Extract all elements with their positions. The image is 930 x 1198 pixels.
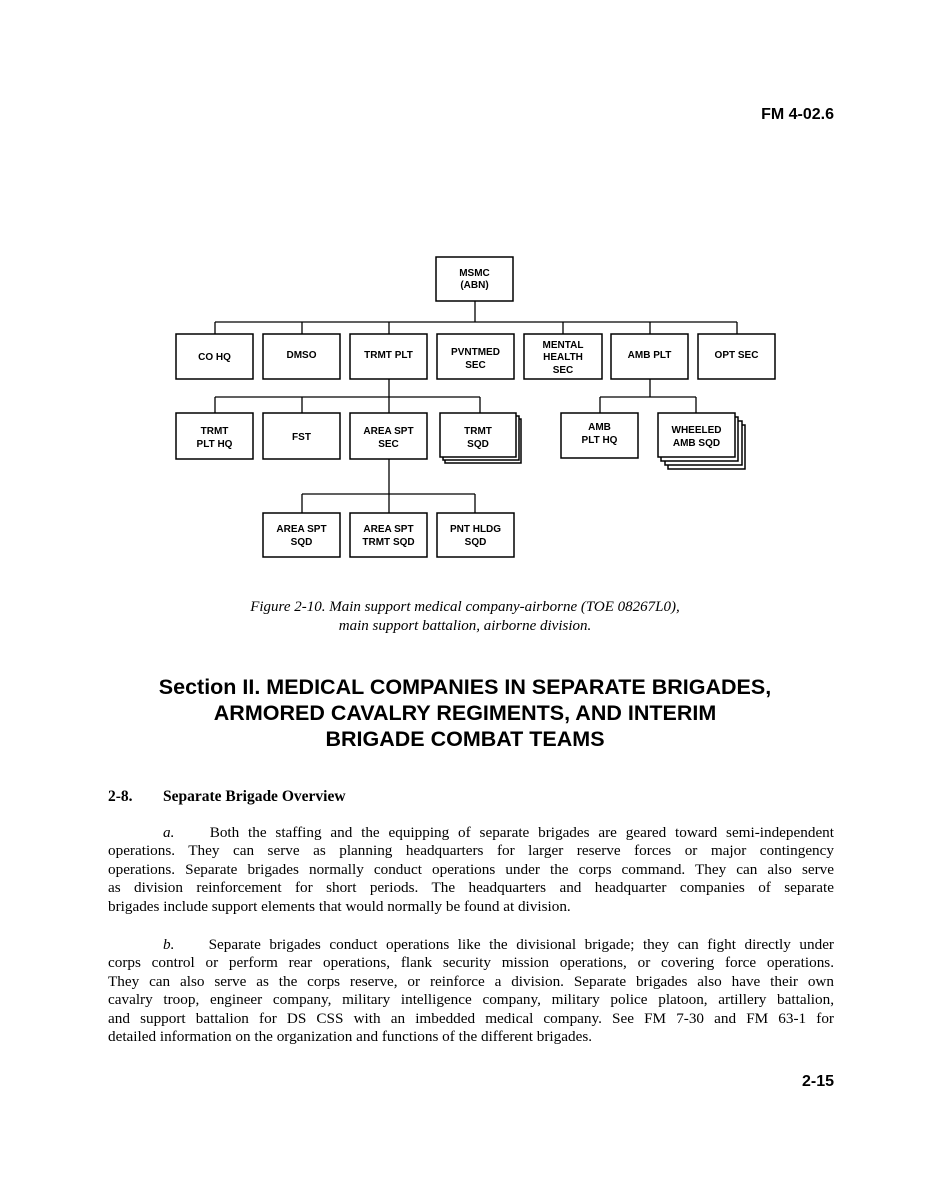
- org-box-label: SEC: [378, 439, 399, 450]
- org-box-label: PNT HLDG: [449, 524, 502, 535]
- org-box-fst: [263, 413, 340, 459]
- paragraph-line: brigades include support elements that would normally be found at division.: [108, 897, 571, 915]
- paragraph-line: detailed information on the organization and functions of the different brigades.: [108, 1028, 593, 1046]
- org-chart: [0, 0, 930, 590]
- org-box-trmt-plt-hq: [176, 413, 253, 459]
- figure-caption: [150, 598, 780, 636]
- paragraph-line: b. Separate brigades conduct operations like the divisional brigade; they can fight directly under: [163, 936, 834, 953]
- org-box-pnt-hldg-sqd: [437, 513, 514, 557]
- org-box-label: SQD: [290, 537, 313, 548]
- org-box-label: PVNTMED: [451, 347, 500, 358]
- paragraph-line: cavalry troop, engineer company, military intelligence company, military police platoon, artillery battalion,: [108, 991, 834, 1009]
- org-box-msmc: [436, 257, 513, 301]
- org-box-mental-health-sec: [524, 334, 602, 379]
- paragraph-b: [108, 936, 834, 1046]
- caption-line: main support battalion, airborne division.: [338, 618, 592, 634]
- org-box-label: FST: [292, 432, 311, 443]
- org-box-trmt-sqd: [440, 413, 521, 463]
- org-box-label: TRMT: [200, 426, 229, 437]
- paragraph-line: They can also serve as the corps reserve, or reinforce a division. Separate brigades also have their own: [108, 972, 834, 990]
- org-box-dmso: [263, 334, 340, 379]
- paragraph-line: operations. Separate brigades normally conduct operations under the corps command. They can also serve: [108, 860, 834, 878]
- paragraph-line: corps control or perform rear operations, flank security mission operations, or covering force operations.: [108, 954, 834, 972]
- org-box-label: AMB PLT: [627, 350, 672, 361]
- org-box-label: WHEELED: [671, 425, 722, 436]
- org-box-label: SQD: [464, 537, 487, 548]
- org-box-label: TRMT: [464, 426, 492, 437]
- document-id: FM 4-02.6: [761, 106, 834, 123]
- org-box-frame: [436, 257, 513, 301]
- paragraph-line: and support battalion for DS CSS with an imbedded medical company. See FM 7-30 and FM 63-1 for: [108, 1009, 834, 1027]
- org-box-label: HEALTH: [543, 352, 583, 363]
- org-box-pvntmed-sec: [437, 334, 514, 379]
- section-title: [100, 674, 830, 752]
- org-box-amb-plt: [611, 334, 688, 379]
- paragraph-a: [108, 824, 834, 916]
- org-box-frame: [350, 513, 427, 557]
- section-title-line: Section II. MEDICAL COMPANIES IN SEPARATE BRIGADES,: [158, 675, 772, 699]
- org-box-opt-sec: [698, 334, 775, 379]
- section-title-line: ARMORED CAVALRY REGIMENTS, AND INTERIM: [213, 701, 717, 725]
- org-box-frame: [263, 513, 340, 557]
- org-box-area-spt-sec: [350, 413, 427, 459]
- paragraph-title: Separate Brigade Overview: [163, 788, 346, 805]
- org-box-trmt-plt: [350, 334, 427, 379]
- org-box-frame: [437, 513, 514, 557]
- org-box-label: TRMT PLT: [364, 350, 413, 361]
- org-box-label: MSMC: [459, 268, 490, 279]
- org-box-label: OPT SEC: [714, 350, 759, 361]
- paragraph-line: as division reinforcement for short periods. The headquarters and headquarter companies of separate: [108, 879, 834, 897]
- paragraph-label: b.: [163, 936, 175, 953]
- org-box-wheeled-amb-sqd: [658, 413, 745, 469]
- caption-line: Figure 2-10. Main support medical company-airborne (TOE 08267L0),: [250, 599, 680, 615]
- paragraph-line: operations. They can serve as planning headquarters for larger reserve forces or major contingency: [108, 842, 834, 860]
- org-box-label: AMB: [588, 422, 611, 433]
- section-title-line: BRIGADE COMBAT TEAMS: [325, 727, 605, 751]
- org-box-label: PLT HQ: [581, 435, 618, 446]
- org-box-co-hq: [176, 334, 253, 379]
- paragraph-number: 2-8.: [108, 788, 133, 805]
- org-box-label: CO HQ: [198, 352, 231, 363]
- org-box-label: (ABN): [460, 280, 489, 291]
- org-box-label: DMSO: [286, 350, 317, 361]
- org-box-label: MENTAL: [542, 340, 584, 351]
- org-box-label: AREA SPT: [363, 524, 414, 535]
- org-box-label: AMB SQD: [672, 438, 721, 449]
- org-box-area-spt-trmt-sqd: [350, 513, 427, 557]
- page-number: 2-15: [801, 1073, 834, 1090]
- paragraph-label: a.: [163, 824, 175, 841]
- paragraph-heading: [108, 788, 346, 806]
- org-chart-connectors: [215, 301, 737, 513]
- org-box-amb-plt-hq: [561, 413, 638, 458]
- org-box-label: AREA SPT: [276, 524, 327, 535]
- org-box-label: TRMT SQD: [362, 537, 415, 548]
- org-box-area-spt-sqd: [263, 513, 340, 557]
- org-box-label: SEC: [552, 365, 574, 376]
- org-box-label: AREA SPT: [363, 426, 414, 437]
- paragraph-line: a. Both the staffing and the equipping of separate brigades are geared toward semi-independent: [163, 824, 834, 841]
- org-box-label: SEC: [465, 360, 486, 371]
- org-box-label: SQD: [467, 439, 489, 450]
- org-box-label: PLT HQ: [196, 439, 233, 450]
